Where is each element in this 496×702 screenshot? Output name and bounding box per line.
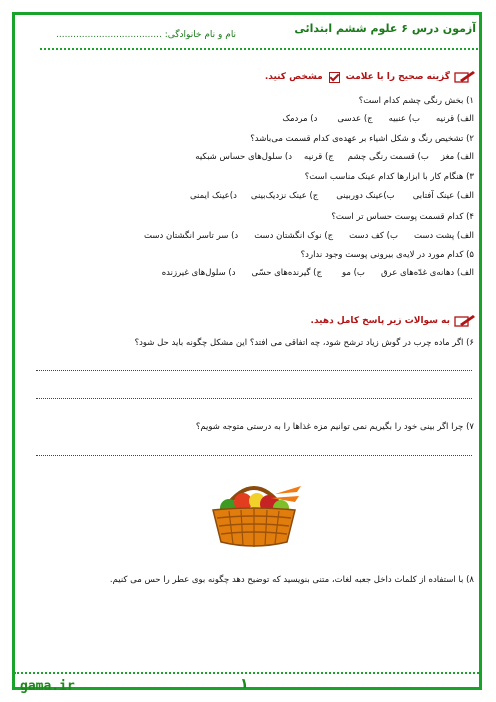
question-5: ۵) کدام مورد در لایه‌ی بیرونی پوست وجود ندارد؟	[300, 250, 474, 260]
q1-option-b[interactable]: ب) عنبیه	[388, 114, 420, 124]
q2-option-b[interactable]: ب) قسمت رنگی چشم	[347, 152, 429, 162]
section1-heading	[265, 70, 476, 84]
top-dotted-divider	[40, 48, 482, 50]
q4-option-d[interactable]: د) سر تاسر انگشتان دست	[144, 231, 239, 241]
bottom-dotted-divider	[14, 672, 482, 674]
site-footer[interactable]: gama.ir	[20, 679, 75, 694]
question-5-options	[162, 268, 474, 278]
q5-option-d[interactable]: د) سلول‌های غیرزنده	[161, 268, 236, 278]
q3-option-b[interactable]: ب)عینک دوربینی	[336, 191, 395, 201]
q5-option-c[interactable]: ج) گیرنده‌های حسّی	[251, 268, 322, 278]
section1-instruction-post: مشخص کنید.	[264, 72, 323, 82]
question-4-options	[144, 231, 474, 241]
pencil-icon	[454, 314, 476, 328]
question-3-options	[190, 191, 474, 201]
question-2: ۲) تشخیص رنگ و شکل اشیاء بر عهده‌ی کدام قسمت می‌باشد؟	[250, 134, 474, 144]
q2-option-d[interactable]: د) سلول‌های حساس شبکیه	[195, 152, 293, 162]
q3-option-a[interactable]: الف) عینک آفتابی	[412, 191, 474, 201]
question-1: ۱) بخش رنگی چشم کدام است؟	[358, 96, 474, 106]
question-4: ۴) کدام قسمت پوست حساس تر است؟	[331, 212, 474, 222]
student-name-field: نام و نام خانوادگی: .....................................	[56, 30, 237, 40]
question-8: ۸) با استفاده از کلمات داخل جعبه لغات، متنی بنویسید که توضیح دهد چگونه بوی عطر را حس می کنیم.	[109, 575, 474, 585]
section2-heading	[311, 314, 476, 328]
q1-option-d[interactable]: د) مردمک	[282, 114, 318, 124]
exam-title: آزمون درس ۶ علوم ششم ابتدائی	[294, 22, 476, 35]
section1-instruction-pre: گزینه صحیح را با علامت	[345, 72, 450, 82]
checkbox-check-icon	[329, 72, 340, 83]
q4-option-a[interactable]: الف) پشت دست	[413, 231, 474, 241]
q4-option-b[interactable]: ب) کف دست	[349, 231, 398, 241]
q2-option-c[interactable]: ج) قرنیه	[304, 152, 334, 162]
question-6: ۶) اگر ماده چرب در گوش زیاد ترشح شود، چه اتفاقی می افتد؟ این مشکل چگونه باید حل شود؟	[134, 338, 474, 348]
fruit-basket-image	[205, 474, 303, 554]
q4-option-c[interactable]: ج) نوک انگشتان دست	[254, 231, 334, 241]
question-7: ۷) چرا اگر بینی خود را بگیریم نمی توانیم مزه غذاها را به درستی متوجه شویم؟	[195, 422, 474, 432]
question-3: ۳) هنگام کار با ابزارها کدام عینک مناسب است؟	[304, 172, 474, 182]
q5-option-b[interactable]: ب) مو	[341, 268, 365, 278]
section2-instruction: به سوالات زیر پاسخ کامل دهید.	[310, 316, 450, 326]
q6-answer-line-1[interactable]	[36, 370, 472, 371]
q3-option-d[interactable]: د)عینک ایمنی	[189, 191, 237, 201]
q1-option-a[interactable]: الف) قرنیه	[435, 114, 474, 124]
q3-option-c[interactable]: ج) عینک نزدیک‌بینی	[250, 191, 319, 201]
question-2-options	[195, 152, 474, 162]
question-1-options	[282, 114, 474, 124]
q7-answer-line[interactable]	[36, 455, 472, 456]
q1-option-c[interactable]: ج) عدسی	[337, 114, 373, 124]
q2-option-a[interactable]: الف) مغز	[440, 152, 474, 162]
q6-answer-line-2[interactable]	[36, 398, 472, 399]
pencil-icon	[454, 70, 476, 84]
page-number: ۱	[240, 676, 249, 692]
q5-option-a[interactable]: الف) دهانه‌ی غدّه‌های عرق	[380, 268, 474, 278]
